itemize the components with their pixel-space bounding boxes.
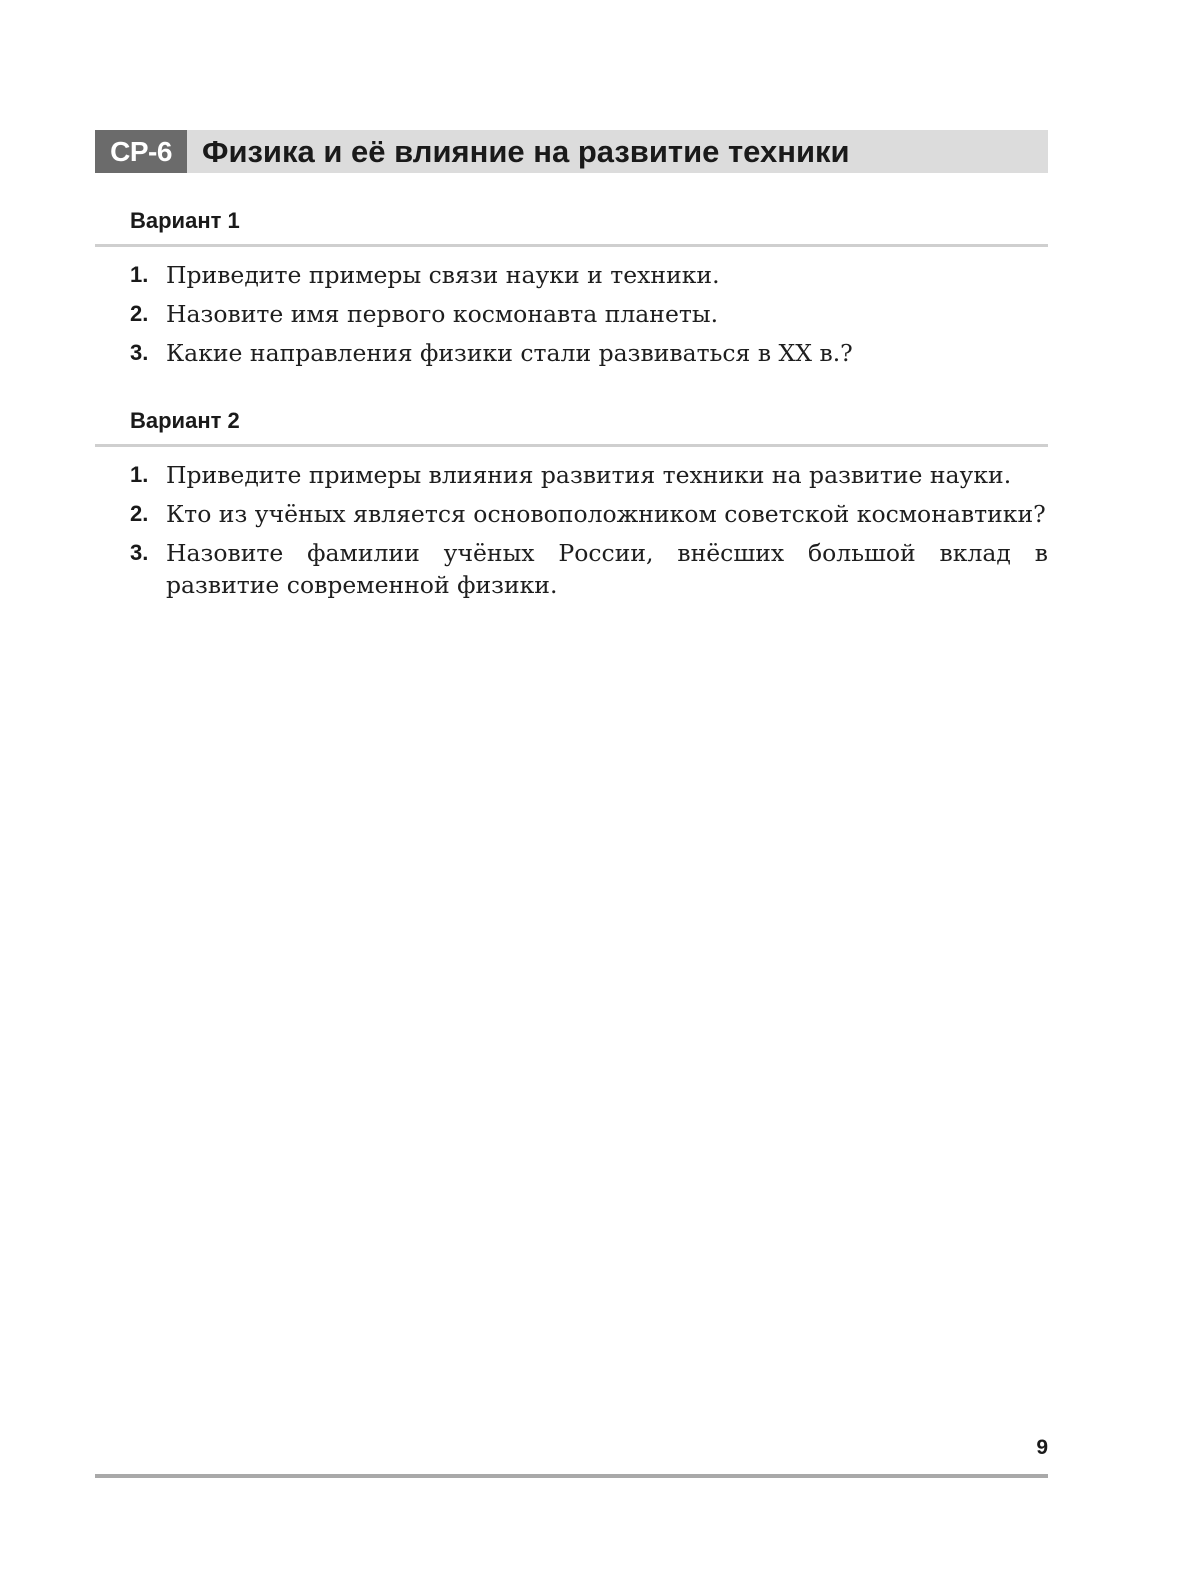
- footer-divider: [95, 1474, 1048, 1478]
- question-number: 2.: [130, 501, 149, 526]
- variant-2-heading: Вариант 2: [130, 408, 240, 433]
- question-number: 1.: [130, 262, 149, 287]
- variant-1-questions: [130, 259, 1048, 369]
- question-text: Какие направления физики стали развиваться в XX в.?: [166, 339, 853, 367]
- question-text: Назовите имя первого космонавта планеты.: [166, 300, 719, 328]
- question-text: Приведите примеры влияния развития техники на развитие науки.: [166, 461, 1012, 489]
- question-item: [130, 537, 1048, 601]
- section-title: Физика и её влияние на развитие техники: [202, 134, 850, 169]
- variant-2-questions: [130, 459, 1048, 601]
- question-number: 1.: [130, 462, 149, 487]
- question-text: Приведите примеры связи науки и техники.: [166, 261, 720, 289]
- section-badge: СР-6: [95, 130, 187, 173]
- question-item: [130, 498, 1048, 530]
- question-text: Кто из учёных является основоположником советской космонавтики?: [166, 500, 1046, 528]
- variant-2-divider: [95, 444, 1048, 447]
- question-number: 2.: [130, 301, 149, 326]
- variant-1-divider: [95, 244, 1048, 247]
- question-item: [130, 259, 1048, 291]
- question-item: [130, 337, 1048, 369]
- page-number: 9: [1036, 1436, 1048, 1459]
- question-item: [130, 298, 1048, 330]
- question-number: 3.: [130, 340, 149, 365]
- question-item: [130, 459, 1048, 491]
- variant-1-heading: Вариант 1: [130, 208, 240, 233]
- question-text: Назовите фамилии учёных России, внёсших большой вклад в развитие современной физики.: [166, 539, 1048, 599]
- question-number: 3.: [130, 540, 149, 565]
- section-header: [95, 130, 1048, 173]
